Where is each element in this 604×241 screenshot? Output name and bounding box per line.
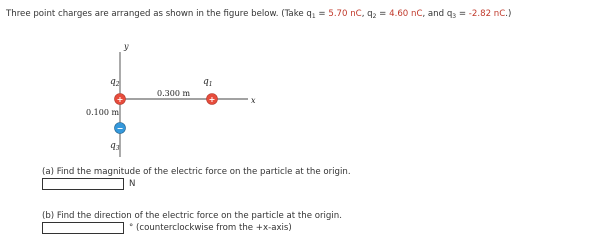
q1-label: $q_1$ (203, 77, 213, 88)
q1-symbol: $q_1$ (306, 9, 316, 20)
question-b-text: (b) Find the direction of the electric force on the particle at the origin. (42, 211, 342, 221)
charge-q2-sign: + (116, 95, 124, 104)
q3-symbol: $q_3$ (446, 9, 457, 20)
x-axis-label: x (251, 96, 256, 105)
q1-value: 5.70 nC (328, 9, 362, 19)
charge-q3-sign: − (116, 124, 124, 133)
question-a-text: (a) Find the magnitude of the electric force on the particle at the origin. (42, 167, 351, 177)
distance-x-label: 0.300 m (157, 89, 191, 98)
answer-b-unit: ° (counterclockwise from the +x-axis) (129, 223, 292, 233)
charge-q1-sign: + (208, 95, 216, 104)
answer-a-unit: N (129, 179, 136, 189)
y-axis-label: y (124, 42, 129, 51)
q2-label: $q_2$ (110, 77, 120, 88)
q2-value: 4.60 nC (389, 9, 423, 19)
answer-a-row (42, 178, 135, 190)
answer-b-row (42, 222, 292, 234)
magnitude-answer-input[interactable] (42, 178, 124, 190)
q2-symbol: $q_2$ (367, 9, 377, 20)
q3-label: $q_3$ (110, 141, 120, 152)
direction-answer-input[interactable] (42, 222, 124, 234)
distance-y-label: 0.100 m (86, 108, 120, 117)
q3-value: -2.82 nC (468, 9, 506, 19)
problem-statement: Three point charges are arranged as shown in the figure below. (Take $q_1 = 5.70$ nC, $q_2 = 4.60$ nC, and $q_3 = -2.82$ nC.) (6, 9, 512, 20)
problem-intro: Three point charges are arranged as shown in the figure below. (Take (6, 9, 307, 19)
